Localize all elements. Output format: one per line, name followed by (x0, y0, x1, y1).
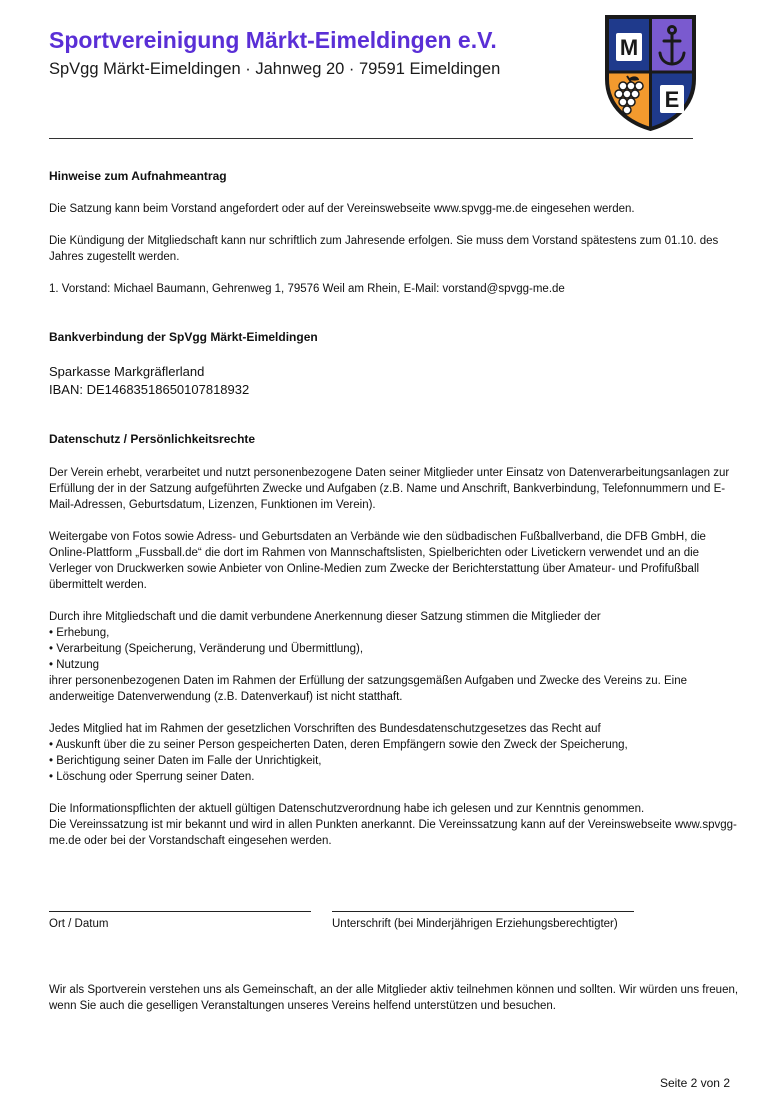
consent-outro: ihrer personenbezogenen Daten im Rahmen der Erfüllung der satzungsgemäßen Aufgaben und Zwecke des Vereins zu. Eine anderweitige Datenverwendung (z.B. Datenverkauf) ist nicht statthaft. (49, 675, 688, 703)
list-item: • Auskunft über die zu seiner Person gespeicherten Daten, deren Empfängern sowie den Zweck der Speicherung, (49, 739, 628, 751)
vorstand-contact: 1. Vorstand: Michael Baumann, Gehrenweg 1, 79576 Weil am Rhein, E-Mail: vorstand@spvgg-me.de (49, 283, 565, 295)
ort-datum-label: Ort / Datum (49, 918, 109, 930)
bank-heading: Bankverbindung der SpVgg Märkt-Eimeldingen (49, 330, 318, 344)
consent-block (49, 609, 739, 705)
bank-name: Sparkasse Markgräflerland (49, 364, 205, 379)
bank-iban: IBAN: DE14683518650107818932 (49, 382, 250, 397)
crest-letter-m: M (619, 35, 639, 60)
ort-datum-field[interactable] (49, 911, 311, 932)
list-item: • Löschung oder Sperrung seiner Daten. (49, 771, 255, 783)
datenschutz-heading: Datenschutz / Persönlichkeitsrechte (49, 432, 256, 446)
club-crest-logo (603, 13, 698, 131)
document-body (49, 168, 739, 849)
consent-intro: Durch ihre Mitgliedschaft und die damit verbundene Anerkennung dieser Satzung stimmen die Mitglieder der (49, 611, 601, 623)
list-item: • Erhebung, (49, 627, 110, 639)
rights-block (49, 721, 739, 785)
acknowledgement-line-2: Die Vereinssatzung ist mir bekannt und wird in allen Punkten anerkannt. Die Vereinssatzung kann auf der Vereinswebseite www.spvgg-me.de oder bei der Vorstandschaft eingesehen werden. (49, 819, 737, 847)
acknowledgement-line-1: Die Informationspflichten der aktuell gültigen Datenschutzverordnung habe ich gelesen und zur Kenntnis genommen. (49, 803, 645, 815)
bank-details (49, 363, 739, 399)
rights-intro: Jedes Mitglied hat im Rahmen der gesetzlichen Vorschriften des Bundesdatenschutzgesetzes das Recht auf (49, 723, 601, 735)
hinweise-paragraph-1: Die Satzung kann beim Vorstand angefordert oder auf der Vereinswebseite www.spvgg-me.de eingesehen werden. (49, 203, 635, 215)
datenschutz-paragraph-2: Weitergabe von Fotos sowie Adress- und Geburtsdaten an Verbände wie den südbadischen Fußballverband, die DFB GmbH, die Online-Plattform „Fussball.de“ die dort im Rahmen von Mannschaftslisten, Spielberichten oder Livetickern verwendet und an die Verleger von Druckwerken sowie Anbieter von Online-Medien zum Zwecke der Berichterstattung über Amateur- und Profifußball übermittelt werden. (49, 531, 706, 591)
signature-label: Unterschrift (bei Minderjährigen Erziehungsberechtigter) (332, 918, 618, 930)
crest-letter-e: E (664, 87, 680, 112)
page-number: Seite 2 von 2 (659, 1076, 730, 1090)
header-divider (49, 138, 693, 139)
hinweise-paragraph-2: Die Kündigung der Mitgliedschaft kann nur schriftlich zum Jahresende erfolgen. Sie muss dem Vorstand spätestens zum 01.10. des Jahres zugestellt werden. (49, 235, 719, 263)
acknowledgement-block (49, 801, 739, 849)
list-item: • Berichtigung seiner Daten im Falle der Unrichtigkeit, (49, 755, 322, 767)
list-item: • Verarbeitung (Speicherung, Veränderung und Übermittlung), (49, 643, 364, 655)
signature-field[interactable] (332, 911, 634, 932)
hinweise-heading: Hinweise zum Aufnahmeantrag (49, 169, 227, 183)
club-name: Sportvereinigung Märkt-Eimeldingen e.V. (49, 27, 497, 53)
club-address: SpVgg Märkt-Eimeldingen · Jahnweg 20 · 79591 Eimeldingen (49, 60, 501, 78)
datenschutz-paragraph-1: Der Verein erhebt, verarbeitet und nutzt personenbezogene Daten seiner Mitglieder unter Einsatz von Datenverarbeitungsanlagen zur Erfüllung der in der Satzung aufgeführten Zwecke und Aufgaben (z.B. Name und Anschrift, Bankverbindung, Telefonnummern und E-Mail-Adressen, Geburtsdatum, Lizenzen, Funktionen im Verein). (49, 467, 730, 511)
list-item: • Nutzung (49, 659, 100, 671)
closing-paragraph: Wir als Sportverein verstehen uns als Gemeinschaft, an der alle Mitglieder aktiv teilnehmen können und sollten. Wir würden uns freuen, wenn Sie auch die geselligen Veranstaltungen unseres Vereins helfend unterstützen und besuchen. (49, 984, 739, 1012)
